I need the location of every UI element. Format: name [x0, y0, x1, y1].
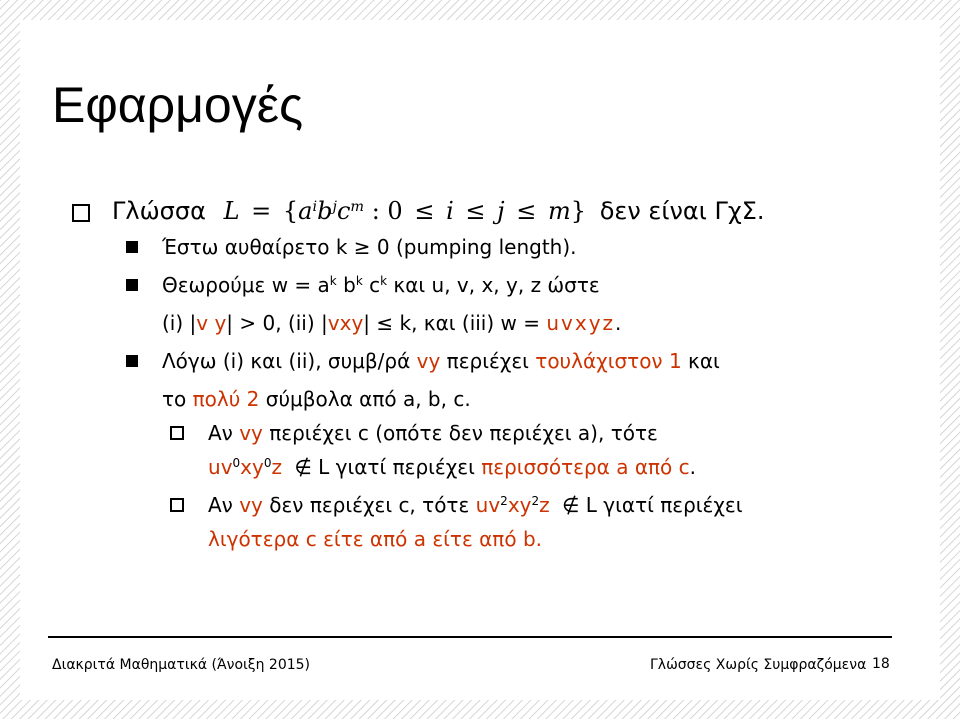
exp-y-2: 2: [531, 494, 540, 509]
text-y: y: [519, 493, 532, 517]
slide-title: Εφαρμογές: [52, 77, 304, 133]
bullet-pumping-length: [162, 233, 577, 261]
text-vy: vy: [239, 493, 263, 517]
math-eq: =: [251, 197, 272, 225]
footer-rule: [48, 636, 892, 638]
text-w-rest: και u, v, x, y, z ώστε: [387, 273, 600, 297]
math-exp-m: m: [350, 199, 365, 216]
at-most-line: [162, 385, 471, 413]
footer-page-number: 18: [872, 656, 890, 672]
hollow-square-icon: [170, 498, 184, 512]
exp-y-0: 0: [263, 456, 272, 471]
math-L: L: [223, 197, 240, 225]
hollow-square-icon: [170, 426, 184, 440]
text-x: x: [507, 493, 520, 517]
text-at-most-2: πολύ 2: [192, 387, 260, 411]
text-pumping-length: Έστω αυθαίρετο k ≥ 0 (pumping length).: [162, 235, 577, 259]
exp-k-b: k: [355, 274, 363, 289]
text-if: Αν: [208, 421, 240, 445]
math-lbrace: {: [282, 197, 299, 225]
bullet-language-definition: [112, 193, 765, 229]
text-y: y: [252, 455, 264, 479]
text-w-c: c: [362, 273, 381, 297]
case-vy-contains-c: [208, 419, 658, 447]
text-v: v: [220, 455, 233, 479]
exp-v-2: 2: [500, 494, 508, 509]
text-v: v: [488, 493, 501, 517]
filled-square-icon: [126, 355, 138, 367]
text-uvxyz: uvxyz: [546, 311, 616, 335]
bullet-vy-contains: [162, 347, 720, 375]
text-vy: v y: [196, 311, 227, 335]
text-vy: vy: [416, 349, 441, 373]
math-rbrace: }: [570, 197, 587, 225]
text-because: Λόγω (i) και (ii), συμβ/ρά: [162, 349, 417, 373]
not-in-symbol: ∉: [294, 455, 312, 479]
exp-k-a: k: [329, 274, 337, 289]
text-period: .: [689, 455, 696, 479]
text-if: Αν: [208, 493, 240, 517]
text-contains: περιέχει: [440, 349, 536, 373]
math-c: c: [336, 197, 351, 225]
text-to: το: [162, 387, 193, 411]
math-a: a: [298, 197, 313, 225]
text-cond-2: | > 0, (ii) |: [226, 311, 328, 335]
math-exp-j: j: [332, 199, 337, 216]
exp-k-c: k: [380, 274, 388, 289]
math-i: i: [446, 197, 454, 225]
filled-square-icon: [126, 241, 138, 253]
text-L-because: L γιατί περιέχει: [311, 455, 482, 479]
text-z: z: [539, 493, 550, 517]
text-at-least-1: τουλάχιστον 1: [535, 349, 682, 373]
text-no-c: δεν περιέχει c, τότε: [262, 493, 476, 517]
not-in-symbol: ∉: [562, 493, 580, 517]
math-exp-i: i: [312, 199, 318, 216]
hollow-square-icon: [72, 204, 90, 222]
footer-course: Διακριτά Μαθηματικά (Άνοιξη 2015): [52, 657, 311, 673]
text-more-a-than-c: περισσότερα a από c: [481, 455, 690, 479]
filled-square-icon: [126, 279, 138, 291]
math-colon: :: [371, 197, 380, 225]
text-glossa: Γλώσσα: [112, 197, 206, 225]
text-w-b: b: [336, 273, 356, 297]
text-fewer-c: λιγότερα c είτε από a είτε από b.: [208, 527, 542, 551]
math-le-3: ≤: [516, 197, 537, 225]
math-le-2: ≤: [465, 197, 486, 225]
text-and: και: [681, 349, 720, 373]
text-not-cfl: δεν είναι ΓχΣ.: [599, 197, 765, 225]
math-le-1: ≤: [414, 197, 435, 225]
text-cond-3: | ≤ k, και (iii) w =: [363, 311, 547, 335]
math-zero: 0: [387, 197, 403, 225]
text-z: z: [271, 455, 282, 479]
exp-v-0: 0: [232, 456, 241, 471]
fewer-c-line: [208, 525, 542, 553]
math-j: j: [497, 197, 505, 225]
text-vy: vy: [239, 421, 263, 445]
text-u: u: [208, 455, 221, 479]
bullet-consider-w: [162, 271, 600, 299]
text-vxy: vxy: [327, 311, 364, 335]
text-w-a: Θεωρούμε w = a: [162, 273, 330, 297]
text-L-because: L γιατί περιέχει: [579, 493, 743, 517]
pumped-down-line: [208, 453, 696, 481]
text-cond-1: (i) |: [162, 311, 197, 335]
math-b: b: [317, 197, 333, 225]
conditions-line: [162, 309, 621, 337]
text-u: u: [475, 493, 489, 517]
footer-topic: Γλώσσες Χωρίς Συμφραζόμενα: [650, 657, 867, 673]
case-vy-no-c: [208, 491, 743, 519]
text-contains-c: περιέχει c (οπότε δεν περιέχει a), τότε: [262, 421, 658, 445]
text-symbols: σύμβολα από a, b, c.: [259, 387, 471, 411]
text-x: x: [240, 455, 253, 479]
text-cond-end: .: [615, 311, 622, 335]
math-m: m: [548, 197, 571, 225]
